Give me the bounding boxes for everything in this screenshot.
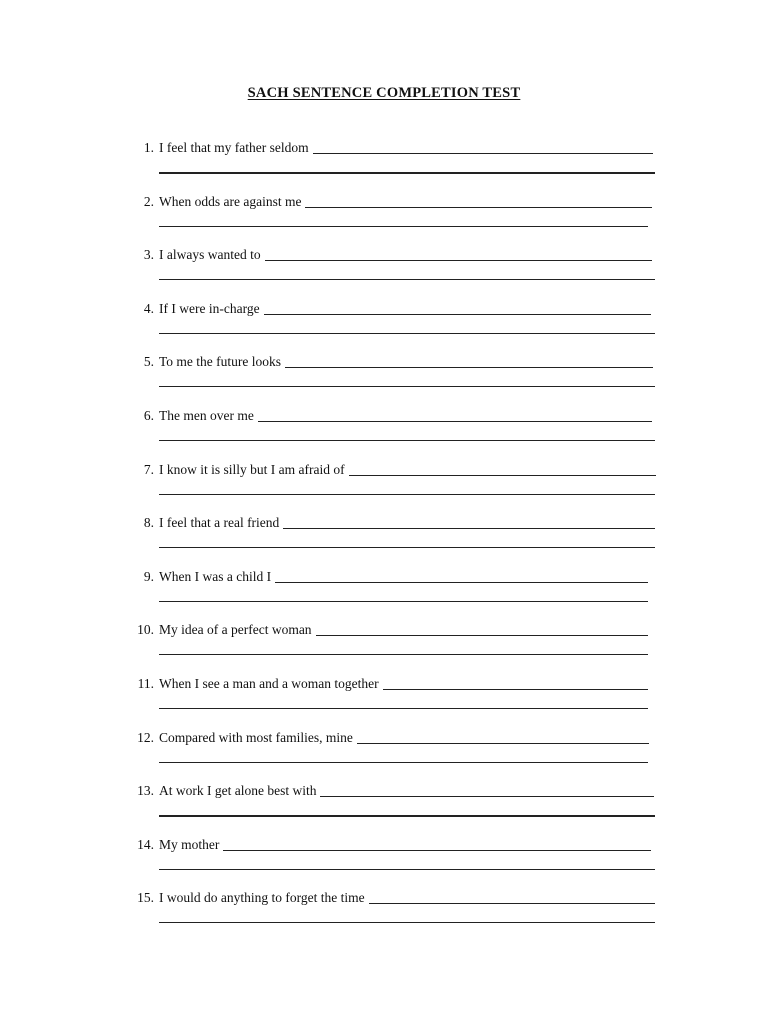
item-number: 5. [143, 354, 154, 369]
sentence-item [0, 729, 768, 769]
answer-line-continued[interactable] [159, 172, 655, 174]
item-prompt: When odds are against me [159, 194, 302, 209]
answer-line-continued[interactable] [159, 601, 648, 602]
item-number: 8. [143, 515, 154, 530]
sentence-item [0, 461, 768, 501]
item-prompt: The men over me [159, 408, 254, 423]
item-prompt: If I were in-charge [159, 301, 260, 316]
item-number: 3. [143, 247, 154, 262]
answer-line-continued[interactable] [159, 762, 648, 763]
item-number: 11. [137, 676, 154, 691]
item-prompt: When I see a man and a woman together [159, 676, 379, 691]
answer-line[interactable] [316, 635, 648, 636]
answer-line[interactable] [264, 314, 651, 315]
item-prompt: Compared with most families, mine [159, 730, 353, 745]
item-number: 12. [137, 730, 154, 745]
sentence-item [0, 300, 768, 340]
item-prompt: At work I get alone best with [159, 783, 317, 798]
answer-line-continued[interactable] [159, 333, 655, 334]
item-prompt: To me the future looks [159, 354, 282, 369]
answer-line[interactable] [369, 903, 655, 904]
sentence-item [0, 407, 768, 447]
answer-line[interactable] [305, 207, 652, 208]
item-number: 10. [137, 622, 154, 637]
answer-line-continued[interactable] [159, 815, 655, 817]
sentence-item [0, 193, 768, 233]
item-prompt: My mother [159, 837, 220, 852]
answer-line-continued[interactable] [159, 494, 655, 495]
answer-line-continued[interactable] [159, 922, 655, 923]
answer-line[interactable] [223, 850, 651, 851]
answer-line[interactable] [265, 260, 652, 261]
sentence-item [0, 139, 768, 179]
answer-line-continued[interactable] [159, 869, 655, 870]
item-prompt: I know it is silly but I am afraid of [159, 462, 345, 477]
sentence-item [0, 568, 768, 608]
answer-line-continued[interactable] [159, 279, 655, 280]
sentence-item [0, 836, 768, 876]
answer-line[interactable] [283, 528, 655, 529]
item-number: 4. [143, 301, 154, 316]
answer-line[interactable] [349, 475, 656, 476]
answer-line-continued[interactable] [159, 708, 648, 709]
sentence-item [0, 353, 768, 393]
item-number: 7. [143, 462, 154, 477]
sentence-item [0, 621, 768, 661]
item-number: 13. [137, 783, 154, 798]
answer-line[interactable] [313, 153, 653, 154]
item-number: 2. [143, 194, 154, 209]
answer-line-continued[interactable] [159, 654, 648, 655]
item-prompt: I feel that a real friend [159, 515, 280, 530]
answer-line[interactable] [357, 743, 649, 744]
sentence-item [0, 675, 768, 715]
answer-line-continued[interactable] [159, 386, 655, 387]
title-text: SACH SENTENCE COMPLETION TEST [247, 85, 521, 101]
answer-line-continued[interactable] [159, 547, 655, 548]
item-number: 6. [143, 408, 154, 423]
item-prompt: When I was a child I [159, 569, 272, 584]
sentence-item [0, 782, 768, 822]
answer-line-continued[interactable] [159, 440, 655, 441]
answer-line-continued[interactable] [159, 226, 648, 227]
answer-line[interactable] [275, 582, 648, 583]
sentence-item [0, 889, 768, 929]
item-prompt: I always wanted to [159, 247, 261, 262]
item-prompt: I feel that my father seldom [159, 140, 309, 155]
sentence-item [0, 514, 768, 554]
answer-line[interactable] [320, 796, 654, 797]
answer-line[interactable] [383, 689, 648, 690]
page-title [0, 85, 768, 102]
item-number: 9. [143, 569, 154, 584]
item-number: 1. [143, 140, 154, 155]
answer-line[interactable] [258, 421, 652, 422]
sentence-item [0, 246, 768, 286]
item-prompt: I would do anything to forget the time [159, 890, 365, 905]
item-number: 14. [137, 837, 154, 852]
answer-line[interactable] [285, 367, 653, 368]
item-number: 15. [137, 890, 154, 905]
item-prompt: My idea of a perfect woman [159, 622, 312, 637]
